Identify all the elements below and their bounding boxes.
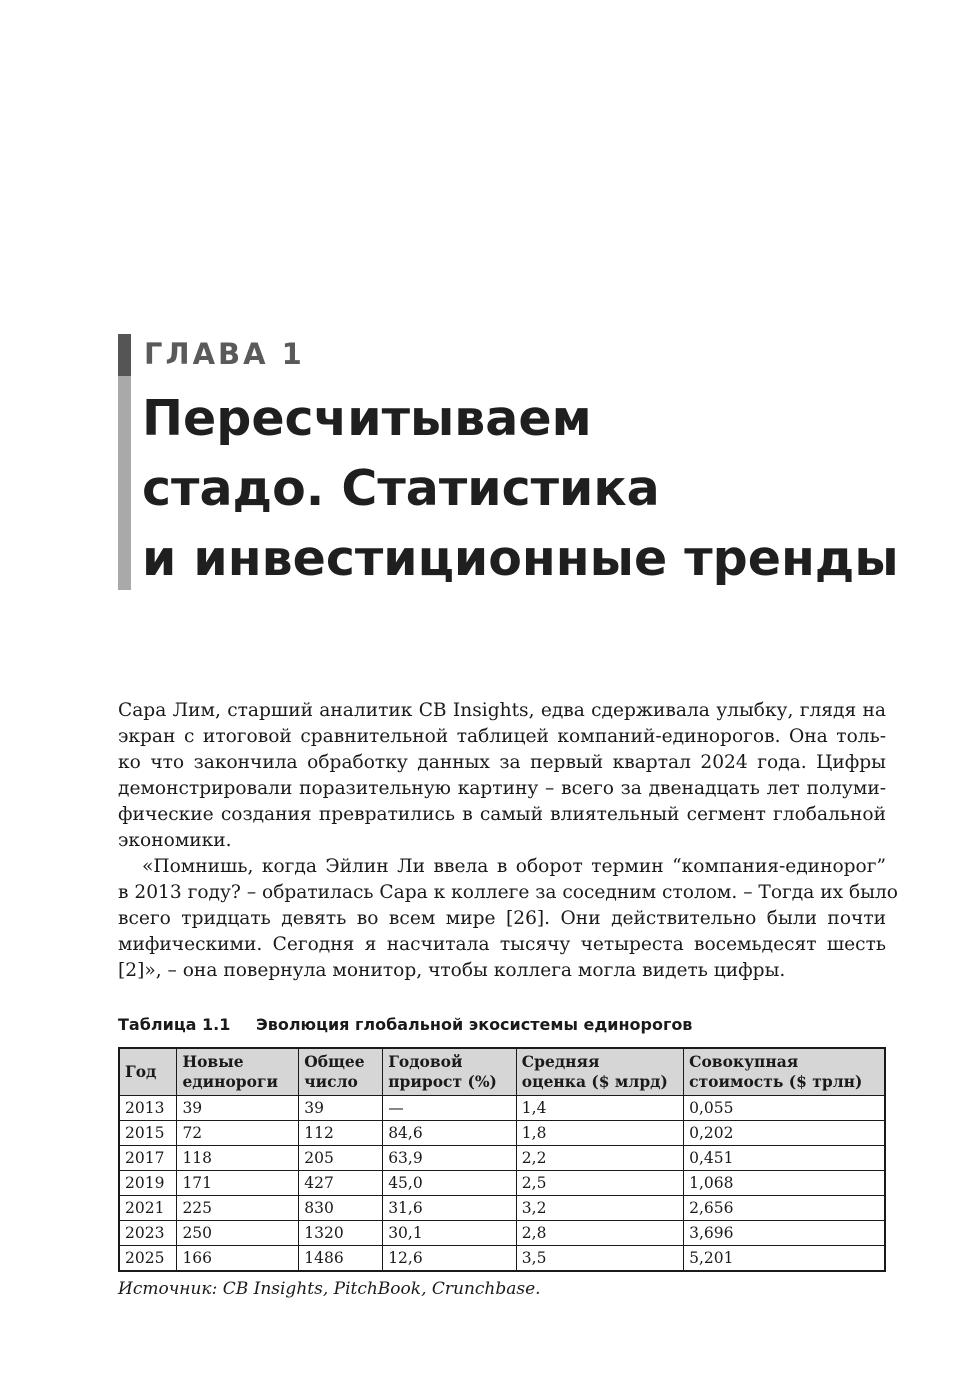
table-caption-title: Эволюция глобальной экосистемы единорогов — [255, 1015, 693, 1034]
text-line: фические создания превратились в самый влиятельный сегмент глобальной — [118, 804, 886, 825]
chapter-heading — [118, 334, 918, 590]
table-cell: 45,0 — [383, 1171, 517, 1196]
table-header-cell: Годовой прирост (%) — [383, 1048, 517, 1096]
table-cell: 12,6 — [383, 1246, 517, 1272]
table-cell: 0,451 — [684, 1146, 885, 1171]
text-line: демонстрировали поразительную картину – всего за двенадцать лет полуми- — [118, 778, 886, 799]
table-cell: 5,201 — [684, 1246, 885, 1272]
table-cell: 3,696 — [684, 1221, 885, 1246]
text-line: всего тридцать девять во всем мире [26]. Они действительно были почти — [118, 908, 886, 929]
table-cell: 1,8 — [516, 1121, 683, 1146]
text-line: мифическими. Сегодня я насчитала тысячу четыреста восемьдесят шесть — [118, 934, 886, 955]
table-row — [119, 1246, 885, 1272]
chapter-title-line: стадо. Статистика — [142, 460, 660, 517]
table-cell: 0,055 — [684, 1096, 885, 1121]
table-cell: 118 — [177, 1146, 299, 1171]
text-line: экономики. — [118, 830, 232, 851]
chapter-title-line: и инвестиционные тренды — [142, 530, 899, 587]
text-line: «Помнишь, когда Эйлин Ли ввела в оборот термин “компания-единорог” — [142, 856, 886, 877]
text-line: ко что закончила обработку данных за первый квартал 2024 года. Цифры — [118, 752, 886, 773]
table-cell: 225 — [177, 1196, 299, 1221]
table-cell: 3,2 — [516, 1196, 683, 1221]
chapter-title-line: Пересчитываем — [142, 390, 592, 447]
table-cell: 427 — [299, 1171, 383, 1196]
table-cell: 1486 — [299, 1246, 383, 1272]
table-cell: 2,5 — [516, 1171, 683, 1196]
chapter-label: ГЛАВА 1 — [144, 337, 305, 371]
table-cell: 2023 — [119, 1221, 177, 1246]
table-cell: 2017 — [119, 1146, 177, 1171]
table-source: Источник: CB Insights, PitchBook, Crunchbase. — [118, 1279, 541, 1299]
table-header-cell: Совокупная стоимость ($ трлн) — [684, 1048, 885, 1096]
chapter-title — [142, 384, 932, 594]
table-cell: 30,1 — [383, 1221, 517, 1246]
table-header-cell: Год — [119, 1048, 177, 1096]
table-caption — [118, 1013, 692, 1037]
table-header-cell: Новые единороги — [177, 1048, 299, 1096]
body-text — [118, 698, 898, 984]
table-cell: 171 — [177, 1171, 299, 1196]
table-header-row — [119, 1048, 885, 1096]
table-cell: 84,6 — [383, 1121, 517, 1146]
table-cell: 166 — [177, 1246, 299, 1272]
text-line: в 2013 году? – обратилась Сара к коллеге за соседним столом. – Тогда их было — [118, 882, 898, 903]
table-cell: 112 — [299, 1121, 383, 1146]
table-cell: 39 — [177, 1096, 299, 1121]
table-cell: 2025 — [119, 1246, 177, 1272]
text-line: экран с итоговой сравнительной таблицей компаний-единорогов. Она толь- — [118, 726, 886, 747]
paragraph — [118, 698, 886, 854]
table-cell: 72 — [177, 1121, 299, 1146]
table-cell: 2013 — [119, 1096, 177, 1121]
table-cell: 0,202 — [684, 1121, 885, 1146]
table-row — [119, 1146, 885, 1171]
table-cell: 830 — [299, 1196, 383, 1221]
table-cell: 31,6 — [383, 1196, 517, 1221]
table-row — [119, 1096, 885, 1121]
table-cell: 3,5 — [516, 1246, 683, 1272]
table-header-cell: Средняя оценка ($ млрд) — [516, 1048, 683, 1096]
table-row — [119, 1221, 885, 1246]
table-cell: 2,8 — [516, 1221, 683, 1246]
table-cell: 2015 — [119, 1121, 177, 1146]
table-cell: 250 — [177, 1221, 299, 1246]
table-cell: — — [383, 1096, 517, 1121]
table-cell: 205 — [299, 1146, 383, 1171]
table-row — [119, 1196, 885, 1221]
table-cell: 2,656 — [684, 1196, 885, 1221]
table-cell: 63,9 — [383, 1146, 517, 1171]
text-line: [2]», – она повернула монитор, чтобы коллега могла видеть цифры. — [118, 960, 786, 981]
table-cell: 1,4 — [516, 1096, 683, 1121]
text-line: Сара Лим, старший аналитик CB Insights, едва сдерживала улыбку, глядя на — [118, 700, 886, 721]
table-row — [119, 1171, 885, 1196]
table-cell: 2021 — [119, 1196, 177, 1221]
table-cell: 39 — [299, 1096, 383, 1121]
paragraph — [118, 854, 898, 984]
table-cell: 1,068 — [684, 1171, 885, 1196]
chapter-accent-bar-top — [118, 334, 131, 376]
table-caption-number: Таблица 1.1 — [118, 1015, 231, 1034]
table-header-cell: Общее число — [299, 1048, 383, 1096]
unicorn-table — [118, 1047, 886, 1272]
table-cell: 1320 — [299, 1221, 383, 1246]
table-row — [119, 1121, 885, 1146]
table-cell: 2,2 — [516, 1146, 683, 1171]
table-cell: 2019 — [119, 1171, 177, 1196]
